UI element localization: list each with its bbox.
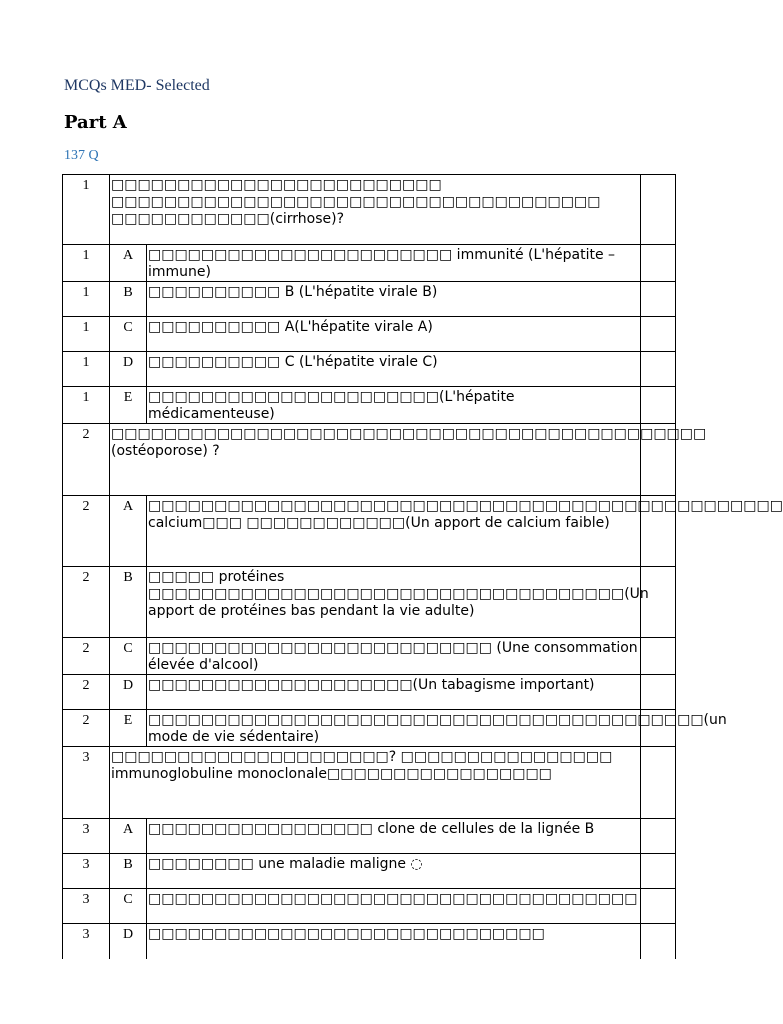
- question-number: 2: [63, 424, 110, 496]
- option-row: [63, 710, 676, 747]
- option-letter: E: [110, 710, 147, 747]
- option-text: □□□□□□□□□□ C (L'hépatite virale C): [147, 352, 641, 387]
- question-number: 3: [63, 924, 110, 959]
- option-letter: C: [110, 317, 147, 352]
- answer-cell: [641, 675, 676, 710]
- option-letter: D: [110, 352, 147, 387]
- answer-cell: [641, 352, 676, 387]
- option-letter: E: [110, 387, 147, 424]
- option-text: □□□□□□□□□□□□□□□□□□□□□□□□□□□□□□□□□□□□□□□□□□(un mode de vie sédentaire): [147, 710, 641, 747]
- question-row: [63, 175, 676, 245]
- question-text: □□□□□□□□□□□□□□□□□□□□□□□□□□□□□□□□□□□□□□□□□□□□□ (ostéoporose) ?: [110, 424, 641, 496]
- option-letter: B: [110, 854, 147, 889]
- option-text: □□□□□ protéines □□□□□□□□□□□□□□□□□□□□□□□□□□□□□□□□□□□□(Un apport de protéines bas pendant la vie adulte): [147, 567, 641, 638]
- option-row: [63, 352, 676, 387]
- answer-cell: [641, 747, 676, 819]
- question-number: 3: [63, 819, 110, 854]
- option-text: □□□□□□□□□□ A(L'hépatite virale A): [147, 317, 641, 352]
- option-letter: D: [110, 675, 147, 710]
- option-row: [63, 567, 676, 638]
- answer-cell: [641, 245, 676, 282]
- question-number: 1: [63, 282, 110, 317]
- option-row: [63, 317, 676, 352]
- option-letter: C: [110, 889, 147, 924]
- option-letter: A: [110, 819, 147, 854]
- answer-cell: [641, 819, 676, 854]
- option-text: □□□□□□□□□□□□□□□□□ clone de cellules de la lignée B: [147, 819, 641, 854]
- mcq-table: [62, 174, 783, 959]
- question-text: □□□□□□□□□□□□□□□□□□□□□□□□□ □□□□□□□□□□□□□□□□□□□□□□□□□□□□□□□□□□□□□ □□□□□□□□□□□□(cirrhose)?: [110, 175, 641, 245]
- option-text: □□□□□□□□□□□□□□□□□□□□□□□□□□□□□□: [147, 924, 641, 959]
- question-number: 2: [63, 710, 110, 747]
- option-letter: A: [110, 496, 147, 567]
- option-row: [63, 496, 676, 567]
- option-letter: D: [110, 924, 147, 959]
- answer-cell: [641, 282, 676, 317]
- option-text: □□□□□□□□□□□□□□□□□□□□□□□□□□ (Une consommation élevée d'alcool): [147, 638, 641, 675]
- question-number: 2: [63, 675, 110, 710]
- option-text: □□□□□□□□□□□□□□□□□□□□□□□□□□□□□□□□□□□□□: [147, 889, 641, 924]
- option-text: □□□□□□□□□□ B (L'hépatite virale B): [147, 282, 641, 317]
- answer-cell: [641, 889, 676, 924]
- question-number: 3: [63, 854, 110, 889]
- option-text: □□□□□□□□□□□□□□□□□□□□□□□ immunité (L'hépatite –immune): [147, 245, 641, 282]
- option-row: [63, 675, 676, 710]
- question-number: 1: [63, 317, 110, 352]
- option-letter: B: [110, 567, 147, 638]
- option-letter: B: [110, 282, 147, 317]
- answer-cell: [641, 387, 676, 424]
- part-title: Part A: [64, 112, 127, 133]
- question-number: 2: [63, 638, 110, 675]
- option-row: [63, 282, 676, 317]
- option-text: □□□□□□□□□□□□□□□□□□□□(Un tabagisme important): [147, 675, 641, 710]
- answer-cell: [641, 175, 676, 245]
- option-text: □□□□□□□□ une maladie maligne ◌: [147, 854, 641, 889]
- question-number: 1: [63, 352, 110, 387]
- answer-cell: [641, 924, 676, 959]
- question-number: 2: [63, 496, 110, 567]
- question-number: 1: [63, 245, 110, 282]
- answer-cell: [641, 638, 676, 675]
- question-number: 2: [63, 567, 110, 638]
- question-row: [63, 424, 676, 496]
- question-count: 137 Q: [64, 148, 99, 163]
- question-row: [63, 747, 676, 819]
- option-row: [63, 245, 676, 282]
- option-row: [63, 889, 676, 924]
- option-text: □□□□□□□□□□□□□□□□□□□□□□(L'hépatite médicamenteuse): [147, 387, 641, 424]
- option-row: [63, 387, 676, 424]
- document-title: MCQs MED- Selected: [64, 77, 210, 94]
- question-number: 1: [63, 175, 110, 245]
- question-number: 3: [63, 889, 110, 924]
- option-letter: A: [110, 245, 147, 282]
- option-row: [63, 924, 676, 959]
- question-text: □□□□□□□□□□□□□□□□□□□□□? □□□□□□□□□□□□□□□□ immunoglobuline monoclonale□□□□□□□□□□□□□□□□□: [110, 747, 641, 819]
- option-text: □□□□□□□□□□□□□□□□□□□□□□□□□□□□□□□□□□□□□□□□□□□□□□□□ calcium□□□ □□□□□□□□□□□□(Un apport de calcium faible): [147, 496, 641, 567]
- option-row: [63, 638, 676, 675]
- answer-cell: [641, 854, 676, 889]
- answer-cell: [641, 567, 676, 638]
- option-letter: C: [110, 638, 147, 675]
- option-row: [63, 819, 676, 854]
- option-row: [63, 854, 676, 889]
- question-number: 1: [63, 387, 110, 424]
- question-number: 3: [63, 747, 110, 819]
- answer-cell: [641, 317, 676, 352]
